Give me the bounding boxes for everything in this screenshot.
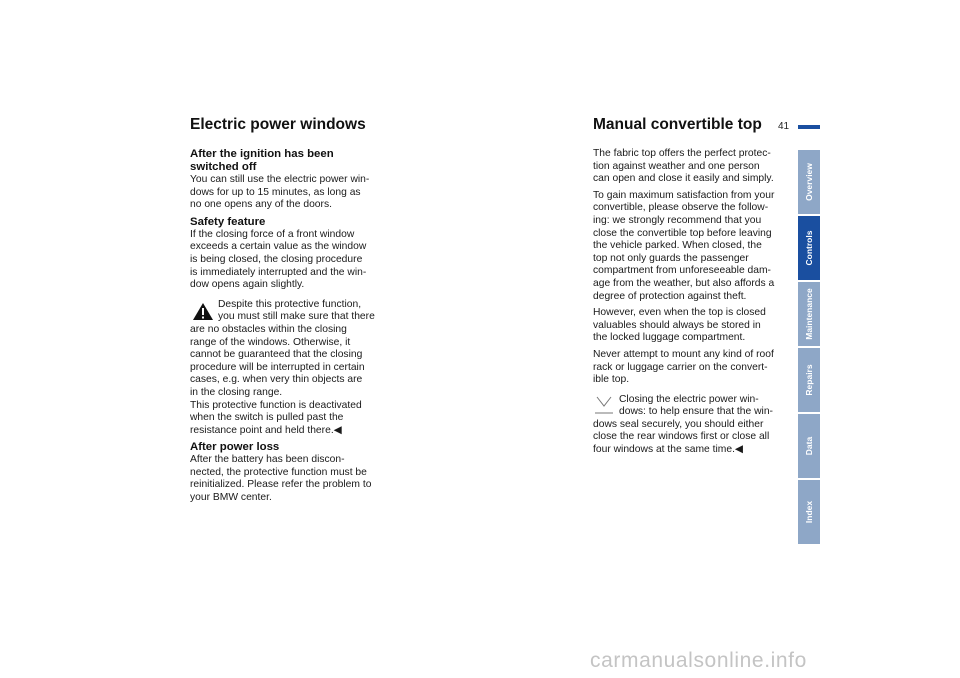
section-body-ignition-off: [190, 174, 395, 212]
tab-label: Controls: [804, 230, 814, 266]
text-line: is immediately interrupted and the win-: [190, 266, 367, 278]
paragraph-4: [593, 349, 793, 387]
page-number: 41: [778, 121, 790, 132]
text-line: tion against weather and one person: [593, 160, 760, 172]
text-line: range of the windows. Otherwise, it: [190, 336, 351, 348]
tab-label: Overview: [804, 163, 814, 201]
text-line: This protective function is deactivated: [190, 399, 362, 411]
text-line: valuables should always be stored in: [593, 319, 761, 331]
text-line: close the rear windows first or close all: [593, 431, 770, 443]
page-accent-bar: [798, 125, 820, 129]
text-line: is being closed, the closing procedure: [190, 253, 363, 265]
text-line: you must still make sure that there: [218, 311, 375, 323]
tab-label: Data: [804, 436, 814, 456]
text-line: Closing the electric power win-: [619, 393, 759, 405]
text-line: cannot be guaranteed that the closing: [190, 349, 363, 361]
text-line: Safety feature: [190, 215, 266, 228]
text-line: dow opens again slightly.: [190, 279, 305, 291]
right-column: [593, 148, 793, 457]
right-page-title: Manual convertible top: [593, 116, 762, 133]
text-line: After the ignition has been: [190, 148, 334, 160]
section-body-power-loss: [190, 454, 395, 504]
text-line: procedure will be interrupted in certain: [190, 361, 365, 373]
text-line: when the switch is pulled past the: [190, 412, 344, 424]
section-heading-ignition-off: [190, 148, 395, 174]
text-line: reinitialized. Please refer the problem to: [190, 479, 372, 491]
warning-text-first: [190, 299, 395, 324]
text-line: rack or luggage carrier on the convert-: [593, 361, 768, 373]
text-line: ing: we strongly recommend that you: [593, 214, 762, 226]
text-line: are no obstacles within the closing: [190, 323, 347, 335]
section-heading-safety-feature: [190, 216, 395, 229]
text-line: ible top.: [593, 374, 630, 386]
warning-note: [190, 299, 395, 438]
text-line: can open and close it easily and simply.: [593, 173, 774, 185]
paragraph-2: [593, 190, 793, 303]
text-line: After power loss: [190, 441, 280, 454]
text-line: Never attempt to mount any kind of roof: [593, 348, 774, 360]
info-note: [593, 394, 793, 457]
text-line: exceeds a certain value as the window: [190, 241, 367, 253]
warning-text-rest: [190, 324, 395, 437]
text-line: in the closing range.: [190, 386, 283, 398]
tab-label: Maintenance: [804, 288, 814, 340]
tab-maintenance[interactable]: [798, 282, 820, 346]
text-line: The fabric top offers the perfect protec-: [593, 148, 771, 159]
tab-label: Repairs: [804, 364, 814, 396]
text-line: switched off: [190, 161, 257, 173]
text-line: convertible, please observe the follow-: [593, 202, 769, 214]
note-text-first: [593, 394, 793, 419]
tab-data[interactable]: [798, 414, 820, 478]
footer-watermark: carmanualsonline.info: [590, 649, 807, 672]
text-line: close the convertible top before leaving: [593, 227, 772, 239]
paragraph-1: [593, 148, 793, 186]
text-line: degree of protection against theft.: [593, 290, 747, 302]
tab-index[interactable]: [798, 480, 820, 544]
text-line: the vehicle parked. When closed, the: [593, 240, 762, 252]
section-body-safety-feature: [190, 229, 395, 292]
text-line: no one opens any of the doors.: [190, 199, 332, 211]
text-line: resistance point and held there.◀: [190, 424, 342, 436]
text-line: You can still use the electric power win-: [190, 174, 370, 185]
text-line: four windows at the same time.◀: [593, 444, 743, 456]
text-line: After the battery has been discon-: [190, 454, 345, 466]
text-line: Despite this protective function,: [218, 298, 362, 310]
section-heading-power-loss: [190, 441, 395, 454]
text-line: If the closing force of a front window: [190, 228, 355, 240]
text-line: age from the weather, but also affords a: [593, 277, 775, 289]
text-line: cases, e.g. when very thin objects are: [190, 374, 363, 386]
paragraph-3: [593, 307, 793, 345]
text-line: To gain maximum satisfaction from your: [593, 189, 775, 201]
left-column: [190, 148, 395, 505]
tab-label: Index: [804, 500, 814, 524]
tab-overview[interactable]: [798, 150, 820, 214]
text-line: the locked luggage compartment.: [593, 332, 746, 344]
text-line: dows for up to 15 minutes, as long as: [190, 186, 361, 198]
text-line: dows seal securely, you should either: [593, 418, 764, 430]
text-line: However, even when the top is closed: [593, 307, 766, 319]
text-line: top not only guards the passenger: [593, 252, 749, 264]
text-line: your BMW center.: [190, 492, 272, 504]
left-page-title: Electric power windows: [190, 116, 366, 133]
text-line: dows: to help ensure that the win-: [619, 406, 773, 418]
warning-triangle-icon: [192, 301, 214, 321]
tab-controls[interactable]: [798, 216, 820, 280]
tab-repairs[interactable]: [798, 348, 820, 412]
text-line: compartment from unforeseeable dam-: [593, 265, 771, 277]
text-line: nected, the protective function must be: [190, 466, 367, 478]
note-arrow-icon: [594, 396, 614, 414]
note-text-rest: [593, 419, 793, 457]
